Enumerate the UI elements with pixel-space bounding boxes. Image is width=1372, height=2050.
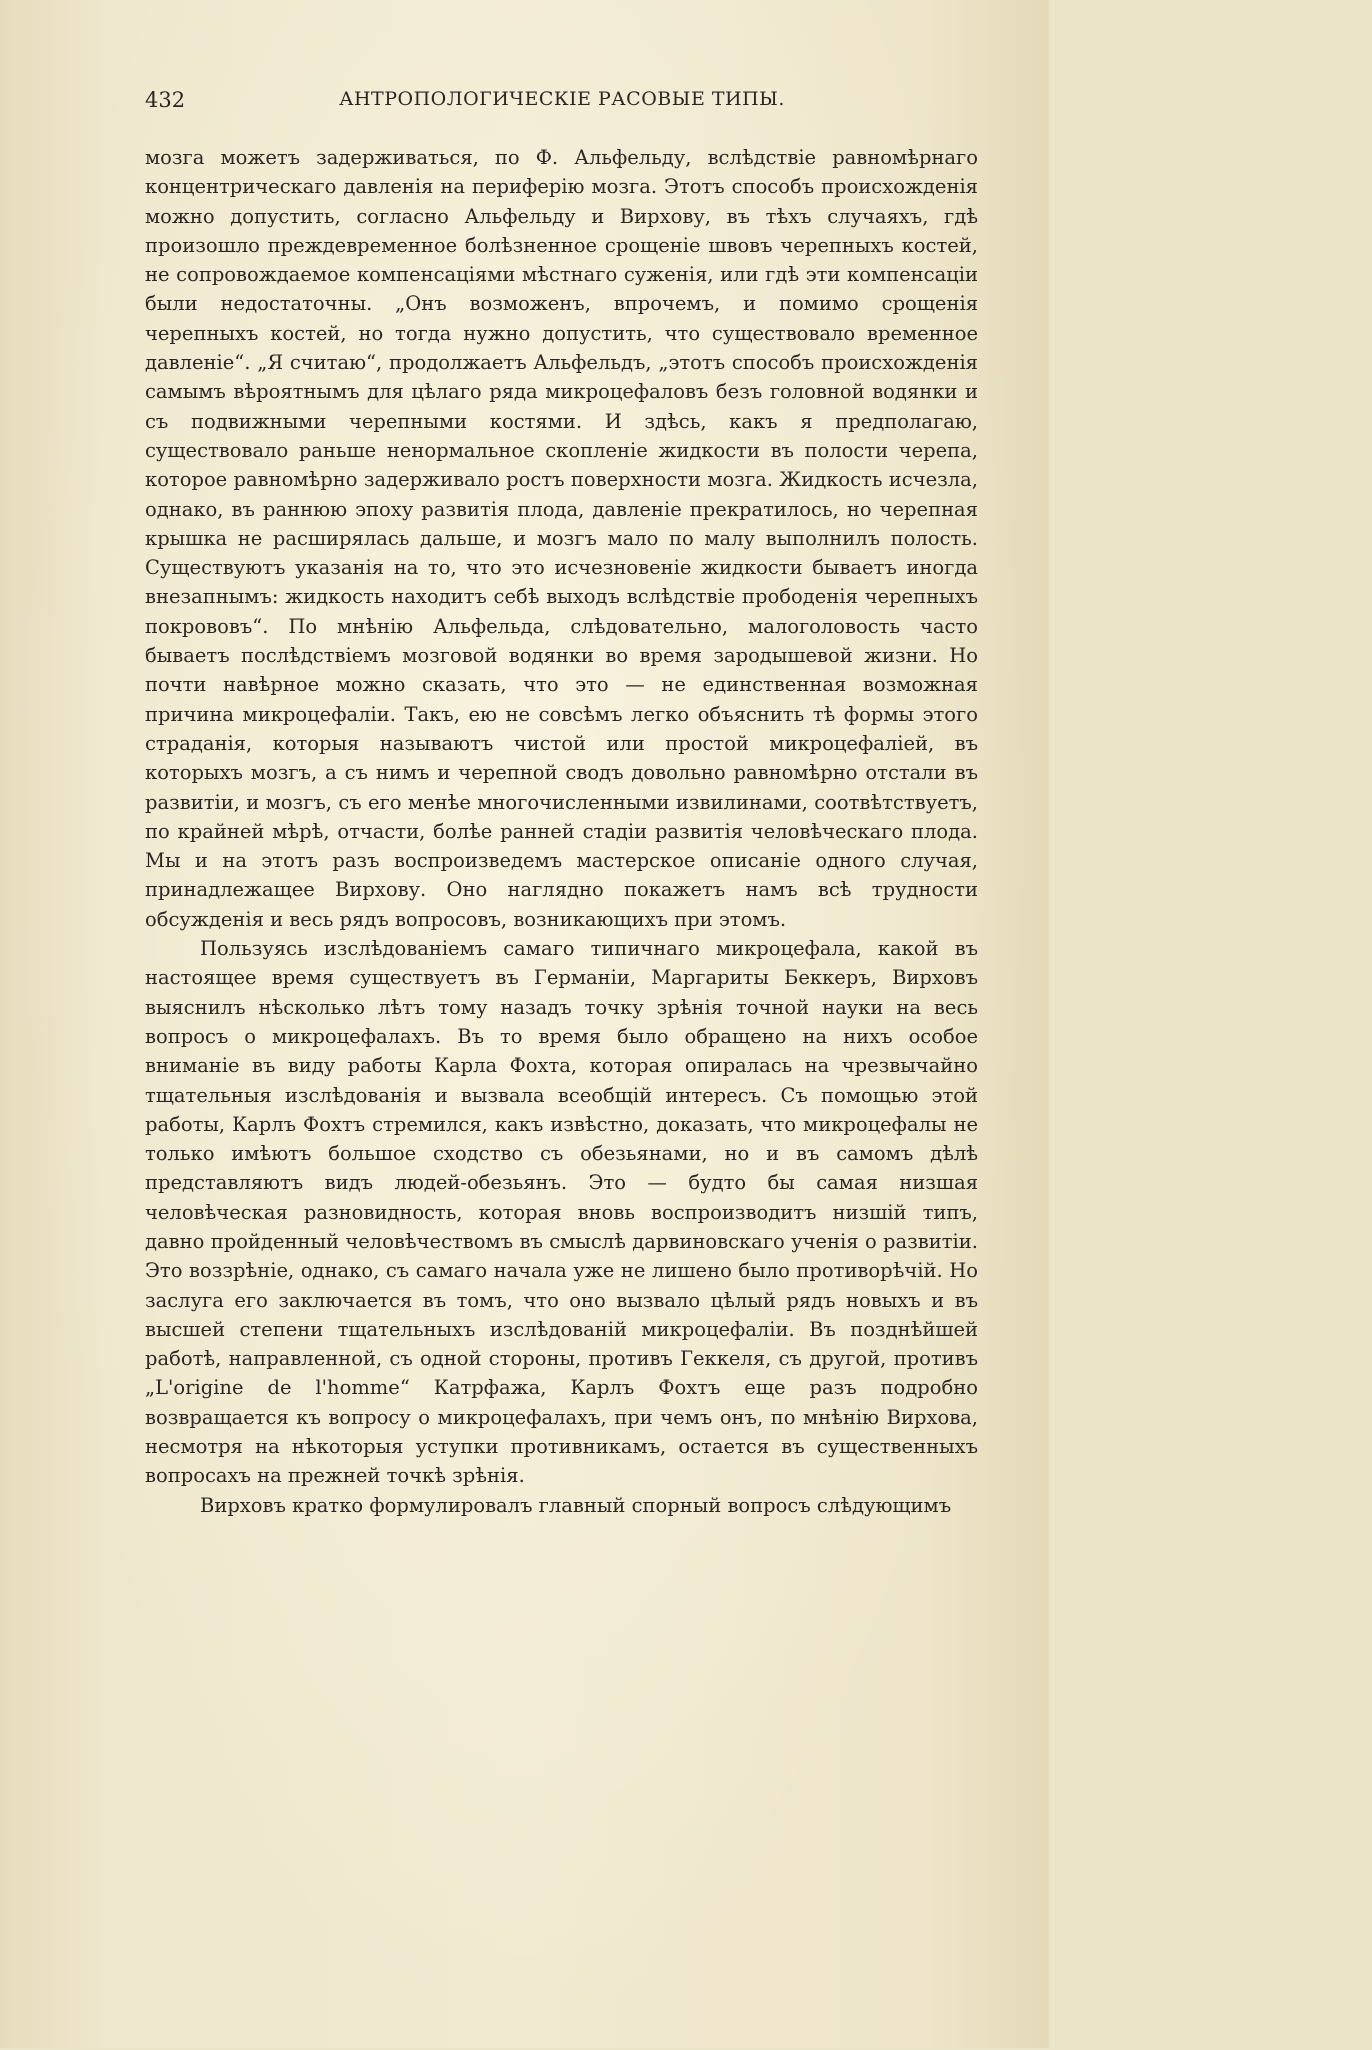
page-number: 432 [145, 88, 186, 112]
paragraph-2: Пользуясь изслѣдованіемъ самаго типичнаго микроцефала, какой въ настоящее время существуетъ въ Германіи, Маргариты Беккеръ, Вирховъ выяснилъ нѣсколько лѣтъ тому назадъ точку зрѣнія точной науки на весь вопросъ о микроцефалахъ. Въ то время было обращено на нихъ особое вниманіе въ виду работы Карла Фохта, которая опиралась на чрезвычайно тщательныя изслѣдованія и вызвала всеобщій интересъ. Съ помощью этой работы, Карлъ Фохтъ стремился, какъ извѣстно, доказать, что микроцефалы не только имѣютъ большое сходство съ обезьянами, но и въ самомъ дѣлѣ представляютъ видъ людей-обезьянъ. Это — будто бы самая низшая человѣческая разновидность, которая вновь воспроизводитъ низшій типъ, давно пройденный человѣчествомъ въ смыслѣ дарвиновскаго ученія о развитіи. Это воззрѣніе, однако, съ самаго начала уже не лишено было противорѣчій. Но заслуга его заключается въ томъ, что оно вызвало цѣлый рядъ новыхъ и въ высшей степени тщательныхъ изслѣдованій микроцефаліи. Въ позднѣйшей работѣ, направленной, съ одной стороны, противъ Геккеля, съ другой, противъ „L'origine de l'homme“ Катрфажа, Карлъ Фохтъ еще разъ подробно возвращается къ вопросу о микроцефалахъ, при чемъ онъ, по мнѣнію Вирхова, несмотря на нѣкоторыя уступки противникамъ, остается въ существенныхъ вопросахъ на прежней точкѣ зрѣнія. [145, 937, 978, 1488]
body-text [145, 143, 978, 1520]
paragraph-1: мозга можетъ задерживаться, по Ф. Альфельду, вслѣдствіе равномѣрнаго концентрическаго давленія на периферію мозга. Этотъ способъ происхожденія можно допустить, согласно Альфельду и Вирхову, въ тѣхъ случаяхъ, гдѣ произошло преждевременное болѣзненное срощеніе швовъ черепныхъ костей, не сопровождаемое компенсаціями мѣстнаго суженія, или гдѣ эти компенсаціи были недостаточны. „Онъ возможенъ, впрочемъ, и помимо срощенія черепныхъ костей, но тогда нужно допустить, что существовало временное давленіе“. „Я считаю“, продолжаетъ Альфельдъ, „этотъ способъ происхожденія самымъ вѣроятнымъ для цѣлаго ряда микроцефаловъ безъ головной водянки и съ подвижными черепными костями. И здѣсь, какъ я предполагаю, существовало раньше ненормальное скопленіе жидкости въ полости черепа, которое равномѣрно задерживало ростъ поверхности мозга. Жидкость исчезла, однако, въ раннюю эпоху развитія плода, давленіе прекратилось, но черепная крышка не расширялась дальше, и мозгъ мало по малу выполнилъ полость. Существуютъ указанія на то, что это исчезновеніе жидкости бываетъ иногда внезапнымъ: жидкость находитъ себѣ выходъ вслѣдствіе прободенія черепныхъ покрововъ“. По мнѣнію Альфельда, слѣдовательно, малоголовость часто бываетъ послѣдствіемъ мозговой водянки во время зародышевой жизни. Но почти навѣрное можно сказать, что это — не единственная возможная причина микроцефаліи. Такъ, ею не совсѣмъ легко объяснить тѣ формы этого страданія, которыя называютъ чистой или простой микроцефаліей, въ которыхъ мозгъ, а съ нимъ и черепной сводъ довольно равномѣрно отстали въ развитіи, и мозгъ, съ его менѣе многочисленными извилинами, соотвѣтствуетъ, по крайней мѣрѣ, отчасти, болѣе ранней стадіи развитія человѣческаго плода. Мы и на этотъ разъ воспроизведемъ мастерское описаніе одного случая, принадлежащее Вирхову. Оно наглядно покажетъ намъ всѣ трудности обсужденія и весь рядъ вопросовъ, возникающихъ при этомъ. [145, 146, 978, 931]
paragraph-3: Вирховъ кратко формулировалъ главный спорный вопросъ слѣдующимъ [200, 1493, 952, 1517]
page-header [145, 88, 979, 118]
running-head: АНТРОПОЛОГИЧЕСКІЕ РАСОВЫЕ ТИПЫ. [339, 88, 785, 110]
